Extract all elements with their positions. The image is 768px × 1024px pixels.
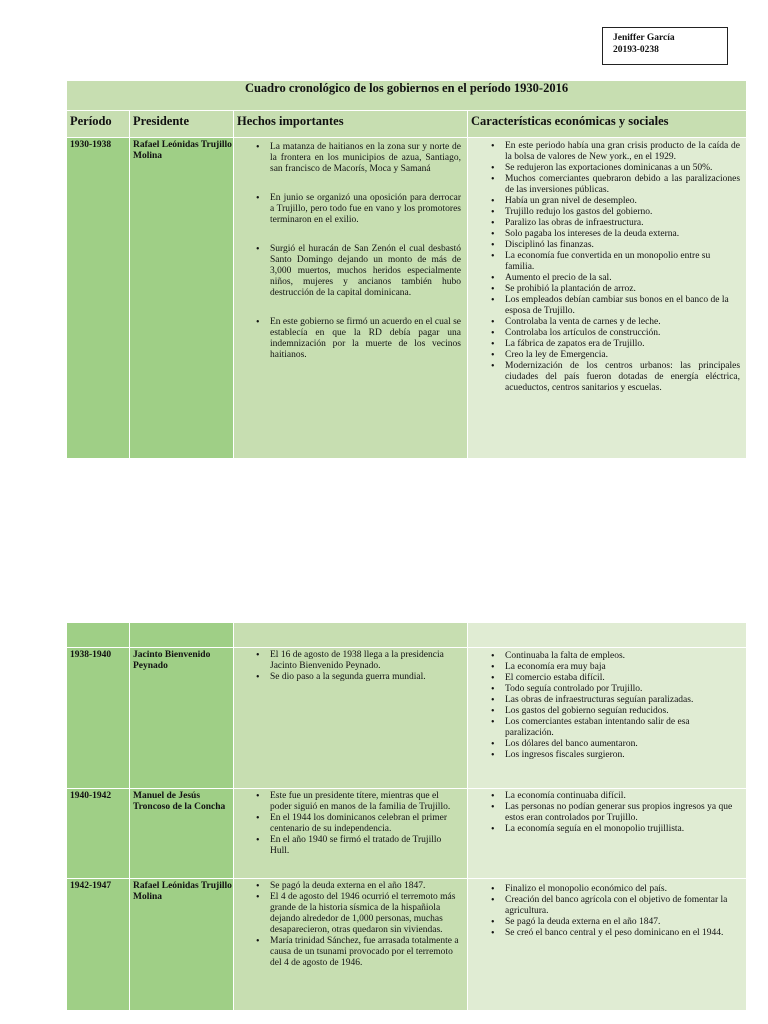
header-hechos <box>234 111 468 138</box>
list-item: • El comercio estaba difícil. <box>468 673 740 684</box>
list-item: • Controlaba la venta de carnes y de leche. <box>468 317 740 328</box>
list-item: • Disciplinó las finanzas. <box>468 240 740 251</box>
list-item: • Muchos comerciantes quebraron debido a las paralizaciones de las inversiones públicas. <box>468 174 740 196</box>
period-cell <box>67 789 130 879</box>
list-item: • Aumento el precio de la sal. <box>468 273 740 284</box>
list-item: • Los gastos del gobierno seguían reducidos. <box>468 706 740 717</box>
list-item: • La fábrica de zapatos era de Trujillo. <box>468 339 740 350</box>
list-item: • Las obras de infraestructuras seguían paralizadas. <box>468 695 740 706</box>
header-hechos-label: Hechos importantes <box>237 114 344 128</box>
table-title-cell <box>67 81 747 111</box>
list-item: • Este fue un presidente títere, mientras que el poder siguió en manos de la familia de Trujillo. <box>234 791 461 813</box>
table-row <box>67 138 747 459</box>
events-cell <box>234 138 468 459</box>
list-item: • Los comerciantes estaban intentando salir de esa paralización. <box>468 717 740 739</box>
period-cell <box>67 648 130 789</box>
header-periodo <box>67 111 130 138</box>
list-item: • Continuaba la falta de empleos. <box>468 651 740 662</box>
header-presidente-label: Presidente <box>133 114 190 128</box>
list-item: • En este periodo había una gran crisis producto de la caída de la bolsa de valores de New york., en el 1929. <box>468 141 740 163</box>
header-periodo-label: Período <box>70 114 112 128</box>
events-cell <box>234 648 468 789</box>
list-item: • Creación del banco agrícola con el objetivo de fomentar la agricultura. <box>468 895 740 917</box>
president-cell <box>130 879 234 1011</box>
list-item: • Se pagó la deuda externa en el año 1847. <box>468 917 740 928</box>
list-item: • Se creó el banco central y el peso dominicano en el 1944. <box>468 928 740 939</box>
characteristics-cell <box>468 789 747 879</box>
period-label: 1938-1940 <box>70 650 112 660</box>
list-item: • La matanza de haitianos en la zona sur y norte de la frontera en los municipios de azua, Santiago, san francisco de Macorís, Moca y Samaná <box>234 142 461 175</box>
period-label: 1942-1947 <box>70 881 112 891</box>
list-item: • Los ingresos fiscales surgieron. <box>468 750 740 761</box>
events-cell <box>234 789 468 879</box>
list-item: • Creo la ley de Emergencia. <box>468 350 740 361</box>
list-item: • Había un gran nivel de desempleo. <box>468 196 740 207</box>
list-item: • Los dólares del banco aumentaron. <box>468 739 740 750</box>
list-item: • En el año 1940 se firmó el tratado de Trujillo Hull. <box>234 835 461 857</box>
empty-header-row <box>67 623 747 648</box>
table-row <box>67 789 747 879</box>
list-item: • Se prohibió la plantación de arroz. <box>468 284 740 295</box>
list-item: • La economía fue convertida en un monopolio entre su familia. <box>468 251 740 273</box>
list-item: • Las personas no podían generar sus propios ingresos ya que estos eran controlados por Trujillo. <box>468 802 740 824</box>
president-name: Rafael Leónidas Trujillo Molina <box>133 881 232 902</box>
president-name: Jacinto Bienvenido Peynado <box>133 650 211 671</box>
list-item: • En el 1944 los dominicanos celebran el primer centenario de su independencia. <box>234 813 461 835</box>
list-item: • Paralizo las obras de infraestructura. <box>468 218 740 229</box>
list-item: • La economía continuaba difícil. <box>468 791 740 802</box>
list-item: • El 4 de agosto del 1946 ocurrió el terremoto más grande de la historia sísmica de la hispañiola dejando alrededor de 1,000 personas, muchas desaparecieron, otras quedaron sin viviendas. <box>234 892 461 936</box>
events-cell <box>234 879 468 1011</box>
author-name: Jeniffer García <box>613 33 675 43</box>
characteristics-cell <box>468 138 747 459</box>
list-item: • Controlaba los artículos de construcción. <box>468 328 740 339</box>
table-row <box>67 648 747 789</box>
president-cell <box>130 789 234 879</box>
characteristics-cell <box>468 879 747 1011</box>
list-item: • María trinidad Sánchez, fue arrasada totalmente a causa de un tsunami provocado por el terremoto del 4 de agosto de 1946. <box>234 936 461 969</box>
list-item: • Se pagó la deuda externa en el año 1847. <box>234 881 461 892</box>
chronology-table-part-1 <box>66 80 747 459</box>
list-item: • Se redujeron las exportaciones dominicanas a un 50%. <box>468 163 740 174</box>
period-cell <box>67 138 130 459</box>
list-item: • En junio se organizó una oposición para derrocar a Trujillo, pero todo fue en vano y los promotores terminaron en el exilio. <box>234 193 461 226</box>
author-id: 20193-0238 <box>613 45 659 55</box>
chronology-table-part-2 <box>66 622 747 1011</box>
author-box <box>602 27 728 65</box>
header-caracteristicas-label: Características económicas y sociales <box>471 114 669 128</box>
list-item: • Todo seguía controlado por Trujillo. <box>468 684 740 695</box>
list-item: • En este gobierno se firmó un acuerdo en el cual se establecía en que la RD debía pagar una indemnización por la muerte de los vecinos haitianos. <box>234 317 461 361</box>
list-item: • Trujillo redujo los gastos del gobierno. <box>468 207 740 218</box>
list-item: • Se dio paso a la segunda guerra mundial. <box>234 672 461 683</box>
table-row <box>67 879 747 1011</box>
list-item: • Surgió el huracán de San Zenón el cual desbastó Santo Domingo dejando un monto de más de 3,000 muertos, muchos heridos especialmente niños, mujeres y ancianos también hubo destrucción de la capital dominicana. <box>234 244 461 299</box>
list-item: • La economía era muy baja <box>468 662 740 673</box>
characteristics-cell <box>468 648 747 789</box>
president-name: Rafael Leónidas Trujillo Molina <box>133 140 232 161</box>
list-item: • Finalizo el monopolio económico del país. <box>468 884 740 895</box>
list-item: • Modernización de los centros urbanos: las principales ciudades del país fueron dotadas de energía eléctrica, acueductos, centros sanitarios y escuelas. <box>468 361 740 394</box>
president-cell <box>130 138 234 459</box>
header-presidente <box>130 111 234 138</box>
list-item: • Los empleados debían cambiar sus bonos en el banco de la esposa de Trujillo. <box>468 295 740 317</box>
list-item: • Solo pagaba los intereses de la deuda externa. <box>468 229 740 240</box>
period-label: 1930-1938 <box>70 140 112 150</box>
table-title: Cuadro cronológico de los gobiernos en el período 1930-2016 <box>244 81 569 95</box>
president-name: Manuel de Jesús Troncoso de la Concha <box>133 791 226 812</box>
header-caracteristicas <box>468 111 747 138</box>
list-item: • El 16 de agosto de 1938 llega a la presidencia Jacinto Bienvenido Peynado. <box>234 650 461 672</box>
period-cell <box>67 879 130 1011</box>
list-item: • La economía seguía en el monopolio trujillista. <box>468 824 740 835</box>
period-label: 1940-1942 <box>70 791 112 801</box>
president-cell <box>130 648 234 789</box>
